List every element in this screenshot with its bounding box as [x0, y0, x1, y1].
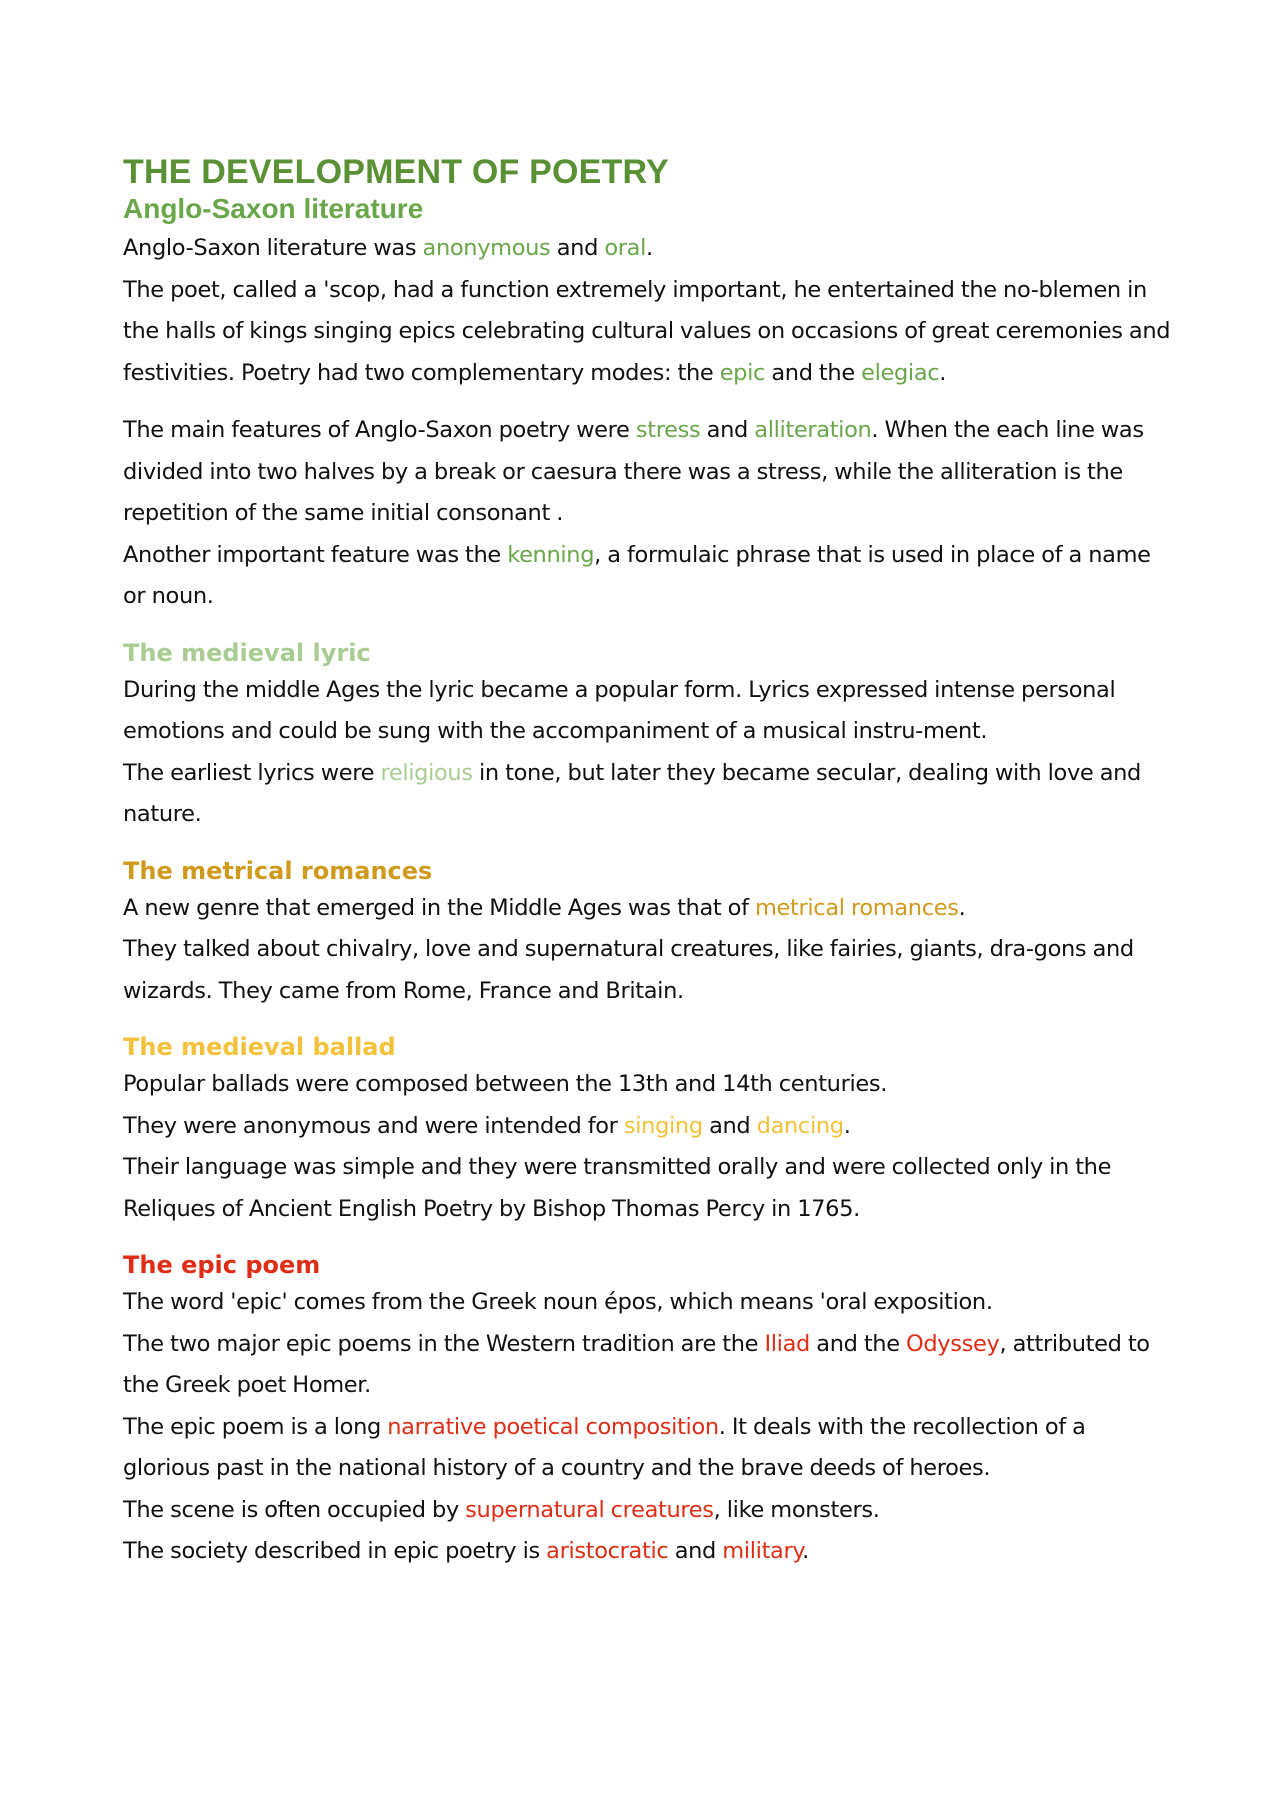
- paragraph-romances-genre: [123, 888, 1173, 930]
- text-run: The society described in epic poetry is: [123, 1538, 547, 1564]
- section-heading-medieval-ballad: The medieval ballad: [123, 1033, 396, 1061]
- text-run: and: [668, 1538, 723, 1564]
- text-run: The word 'epic' comes from the Greek noun épos, which means 'oral exposition.: [123, 1289, 993, 1315]
- text-run: and: [700, 417, 755, 443]
- paragraph-features: [123, 410, 1173, 535]
- paragraph-anglo-saxon-intro: [123, 228, 1173, 270]
- highlighted-term: oral: [604, 235, 646, 261]
- text-run: The earliest lyrics were: [123, 759, 381, 786]
- text-run: .: [802, 1538, 809, 1564]
- paragraph-scop: [123, 270, 1173, 395]
- section-heading-medieval-lyric: The medieval lyric: [123, 638, 371, 667]
- text-run: and: [550, 235, 605, 261]
- text-run: The scene is often occupied by: [123, 1496, 466, 1523]
- highlighted-term: religious: [380, 759, 473, 786]
- highlighted-term: alliteration: [754, 417, 872, 443]
- highlighted-term: anonymous: [422, 235, 551, 261]
- text-run: and the: [809, 1330, 907, 1357]
- text-run: . It deals with the recollection of a glorious past in the national history of a country and the brave deeds of heroes.: [123, 1413, 1086, 1481]
- text-run: The main features of Anglo-Saxon poetry were: [123, 417, 636, 443]
- text-run: Anglo-Saxon literature was: [123, 235, 423, 261]
- text-run: The two major epic poems in the Western tradition are the: [123, 1330, 765, 1357]
- text-run: Popular ballads were composed between the 13th and 14th centuries.: [123, 1071, 888, 1097]
- paragraph-epic-society: [123, 1531, 1173, 1573]
- highlighted-term: kenning: [507, 541, 595, 568]
- highlighted-term: elegiac: [861, 359, 940, 386]
- highlighted-term: Iliad: [764, 1330, 810, 1357]
- section-heading-anglo-saxon: Anglo-Saxon literature: [123, 193, 424, 224]
- highlighted-term: metrical romances: [754, 894, 959, 921]
- paragraph-epic-scene: [123, 1490, 1173, 1532]
- text-run: in tone, but later they became secular, dealing with love and nature.: [123, 759, 1141, 827]
- section-heading-epic-poem: The epic poem: [123, 1251, 321, 1279]
- text-run: . When the each line was divided into two halves by a break or caesura there was a stress, while the alliteration is the repetition of the same initial consonant .: [123, 417, 1144, 526]
- text-run: and: [702, 1112, 757, 1139]
- text-run: , a formulaic phrase that is used in place of a name or noun.: [123, 541, 1151, 609]
- highlighted-term: dancing: [756, 1112, 844, 1139]
- highlighted-term: military: [722, 1538, 803, 1564]
- highlighted-term: narrative poetical composition: [387, 1413, 719, 1440]
- text-run: .: [939, 359, 947, 386]
- highlighted-term: supernatural creatures: [465, 1496, 714, 1523]
- section-heading-metrical-romances: The metrical romances: [123, 856, 433, 885]
- text-run: They talked about chivalry, love and supernatural creatures, like fairies, giants, dra-gons and wizards. They came from Rome, France and Britain.: [123, 936, 1134, 1004]
- highlighted-term: Odyssey: [906, 1330, 1000, 1357]
- highlighted-term: epic: [719, 359, 766, 386]
- document-title: THE DEVELOPMENT OF POETRY: [123, 153, 669, 191]
- paragraph-epic-etymology: [123, 1282, 1173, 1324]
- document-page: [123, 152, 1173, 1573]
- text-run: , attributed to the Greek poet Homer.: [123, 1330, 1150, 1398]
- paragraph-epic-homer: [123, 1324, 1173, 1407]
- highlighted-term: stress: [635, 417, 701, 443]
- text-run: .: [958, 894, 966, 921]
- paragraph-lyric-form: [123, 670, 1173, 753]
- paragraph-kenning: [123, 535, 1173, 618]
- text-run: The poet, called a 'scop, had a function extremely important, he entertained the no-blemen in the halls of kings singing epics celebrating cultural values on occasions of great ceremonies and festivities. Poetry had two complementary modes: the: [123, 276, 1171, 386]
- text-run: Another important feature was the: [123, 541, 508, 568]
- paragraph-epic-definition: [123, 1407, 1173, 1490]
- text-run: .: [645, 235, 653, 261]
- highlighted-term: singing: [623, 1112, 703, 1139]
- paragraph-ballad-origin: [123, 1064, 1173, 1106]
- paragraph-romances-themes: [123, 929, 1173, 1012]
- highlighted-term: aristocratic: [546, 1538, 669, 1564]
- text-run: , like monsters.: [713, 1496, 880, 1523]
- text-run: Their language was simple and they were transmitted orally and were collected only in the Reliques of Ancient English Poetry by Bishop Thomas Percy in 1765.: [123, 1154, 1112, 1222]
- text-run: and the: [765, 359, 862, 386]
- paragraph-ballad-language: [123, 1147, 1173, 1230]
- text-run: .: [843, 1112, 851, 1139]
- text-run: A new genre that emerged in the Middle Ages was that of: [123, 894, 755, 921]
- paragraph-ballad-purpose: [123, 1106, 1173, 1148]
- text-run: The epic poem is a long: [123, 1413, 388, 1440]
- text-run: During the middle Ages the lyric became a popular form. Lyrics expressed intense personal emotions and could be sung with the accompaniment of a musical instru-ment.: [123, 676, 1116, 744]
- text-run: They were anonymous and were intended for: [123, 1112, 624, 1139]
- paragraph-lyric-tone: [123, 753, 1173, 836]
